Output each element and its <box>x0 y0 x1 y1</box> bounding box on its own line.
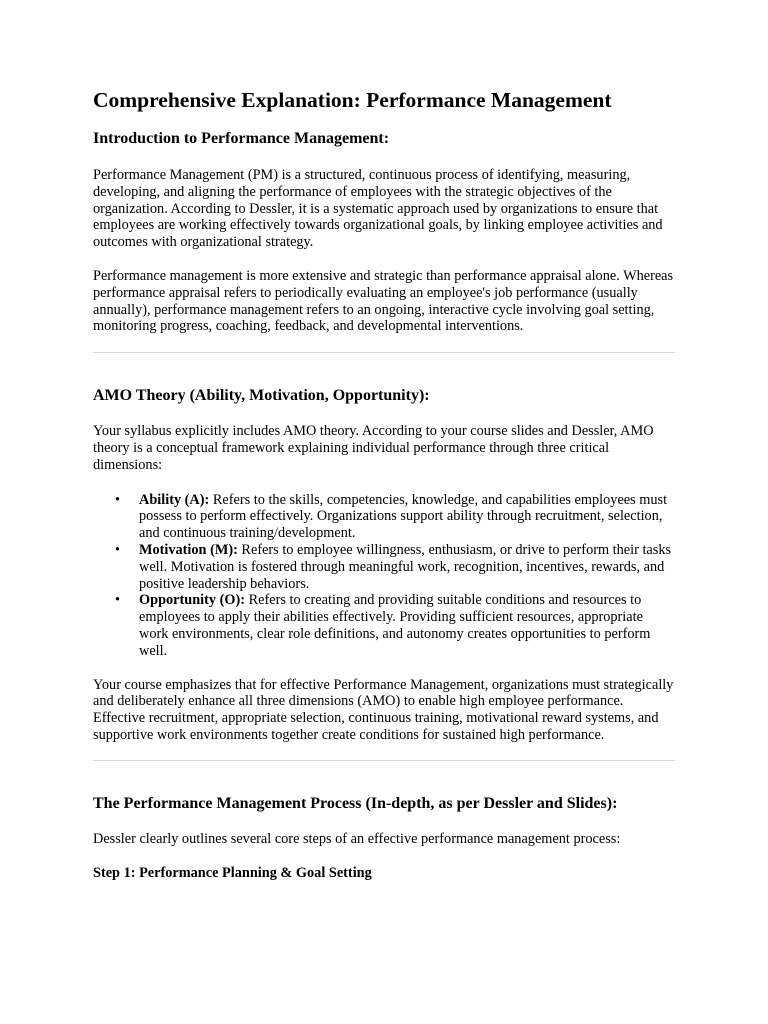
process-heading: The Performance Management Process (In-depth, as per Dessler and Slides): <box>93 794 618 812</box>
bullet-icon: • <box>115 592 121 609</box>
step-1-heading: Step 1: Performance Planning & Goal Setting <box>93 864 372 881</box>
intro-paragraph-2: Performance management is more extensive and strategic than performance appraisal alone. Whereas performance appraisal refers to periodically evaluating an employee's job performance (usually annually), performance management refers to an ongoing, interactive cycle involving goal setting, monitoring progress, coaching, feedback, and developmental interventions. <box>93 267 674 335</box>
document-title: Comprehensive Explanation: Performance Management <box>93 88 612 112</box>
list-item-ability <box>115 491 675 542</box>
bullet-text: Refers to employee willingness, enthusiasm, or drive to perform their tasks well. Motivation is fostered through meaningful work, recognition, incentives, rewards, and positive leadership behaviors. <box>139 541 672 592</box>
bullet-term: Ability (A): <box>139 491 210 508</box>
intro-heading: Introduction to Performance Management: <box>93 130 390 147</box>
amo-paragraph-2: Your course emphasizes that for effective Performance Management, organizations must strategically and deliberately enhance all three dimensions (AMO) to enable high employee performance. Effective recruitment, appropriate selection, continuous training, motivational reward systems, and supportive work environments together create conditions for sustained high performance. <box>93 676 674 743</box>
bullet-term: Motivation (M): <box>139 541 238 558</box>
bullet-term: Opportunity (O): <box>139 592 246 609</box>
bullet-text: Refers to creating and providing suitable conditions and resources to employees to apply their abilities effectively. Providing sufficient resources, appropriate work environments, clear role definitions, and autonomy creates opportunities to perform well. <box>139 592 651 659</box>
bullet-icon: • <box>115 491 121 508</box>
section-divider <box>93 352 675 353</box>
list-item-opportunity <box>115 592 675 659</box>
amo-paragraph-1: Your syllabus explicitly includes AMO theory. According to your course slides and Dessler, AMO theory is a conceptual framework explaining individual performance through three critical dimensions: <box>93 423 654 473</box>
bullet-icon: • <box>115 541 121 558</box>
list-item-motivation <box>115 541 675 592</box>
amo-bullet-list <box>93 492 675 660</box>
section-divider <box>93 760 675 761</box>
bullet-text: Refers to the skills, competencies, knowledge, and capabilities employees must possess to perform effectively. Organizations support ability through recruitment, selection, and continuous training/development. <box>139 491 668 542</box>
amo-heading: AMO Theory (Ability, Motivation, Opportunity): <box>93 387 430 405</box>
intro-paragraph-1: Performance Management (PM) is a structured, continuous process of identifying, measuring, developing, and aligning the performance of employees with the strategic objectives of the organization. According to Dessler, it is a systematic approach used by organizations to ensure that employees are working effectively towards organizational goals, by linking employee activities and outcomes with organizational strategy. <box>93 167 663 251</box>
process-paragraph-1: Dessler clearly outlines several core steps of an effective performance management process: <box>93 830 621 847</box>
